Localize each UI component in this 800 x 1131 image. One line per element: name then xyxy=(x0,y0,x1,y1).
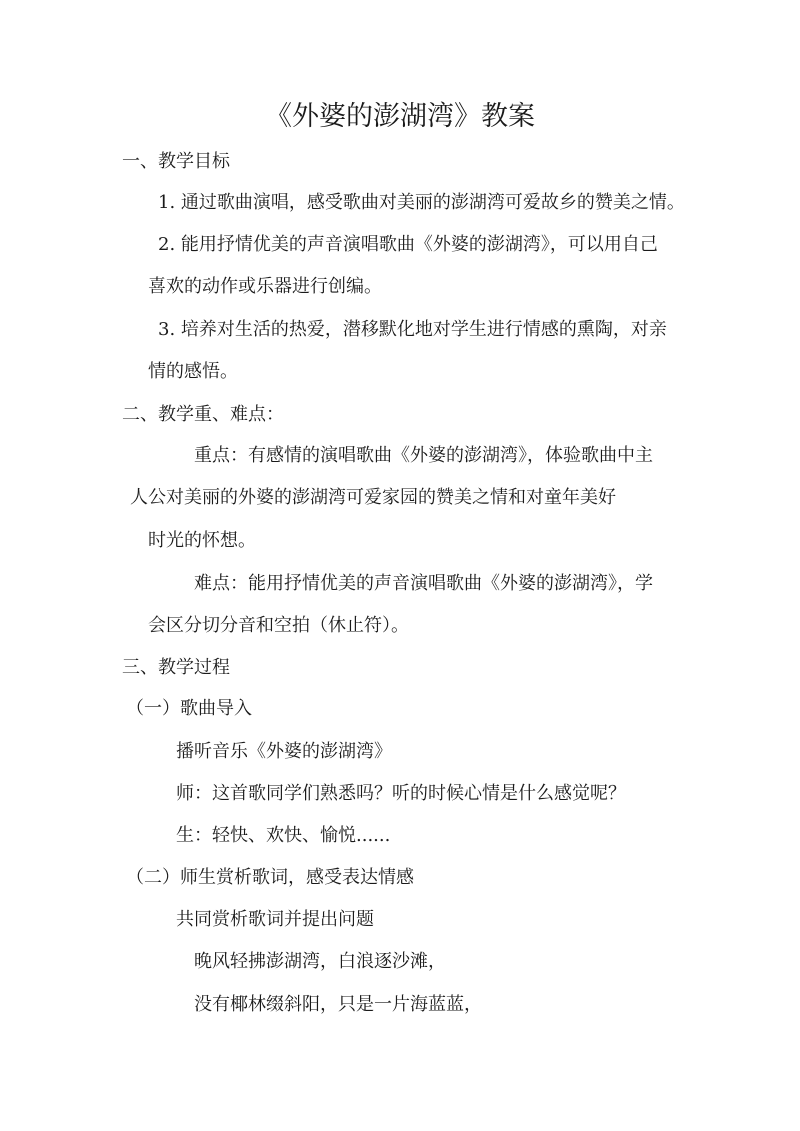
subsection-heading-intro: （一）歌曲导入 xyxy=(126,698,252,719)
goal-item-3-line-2: 情的感悟。 xyxy=(148,361,238,382)
lyric-line-1: 晚风轻拂澎湖湾，白浪逐沙滩， xyxy=(194,951,446,972)
goal-item-2-line-1: 2. 能用抒情优美的声音演唱歌曲《外婆的澎湖湾》，可以用自己 xyxy=(158,234,658,255)
lyrics-intro-line: 共同赏析歌词并提出问题 xyxy=(176,909,374,930)
goal-item-1: 1. 通过歌曲演唱，感受歌曲对美丽的澎湖湾可爱故乡的赞美之情。 xyxy=(158,192,685,213)
lyric-line-2: 没有椰林缀斜阳，只是一片海蓝蓝， xyxy=(194,994,482,1015)
focus-line-3: 时光的怀想。 xyxy=(148,530,256,551)
focus-line-2: 人公对美丽的外婆的澎湖湾可爱家园的赞美之情和对童年美好 xyxy=(130,487,616,508)
intro-line-3: 生：轻快、欢快、愉悦...... xyxy=(176,825,391,846)
difficulty-line-1: 难点：能用抒情优美的声音演唱歌曲《外婆的澎湖湾》，学 xyxy=(194,573,653,594)
intro-line-2: 师：这首歌同学们熟悉吗？听的时候心情是什么感觉呢？ xyxy=(176,783,626,804)
goal-item-2-line-2: 喜欢的动作或乐器进行创编。 xyxy=(148,276,382,297)
intro-line-1: 播听音乐《外婆的澎湖湾》 xyxy=(176,741,392,762)
section-heading-goals: 一、教学目标 xyxy=(122,151,230,172)
difficulty-line-2: 会区分切分音和空拍（休止符）。 xyxy=(148,615,409,636)
goal-item-3-line-1: 3. 培养对生活的热爱，潜移默化地对学生进行情感的熏陶，对亲 xyxy=(158,319,667,340)
document-title: 《外婆的澎湖湾》教案 xyxy=(265,101,535,132)
section-heading-key-points: 二、教学重、难点： xyxy=(122,404,284,425)
section-heading-process: 三、教学过程 xyxy=(122,657,230,678)
subsection-heading-lyrics: （二）师生赏析歌词，感受表达情感 xyxy=(126,867,414,888)
focus-line-1: 重点：有感情的演唱歌曲《外婆的澎湖湾》，体验歌曲中主 xyxy=(194,445,653,466)
